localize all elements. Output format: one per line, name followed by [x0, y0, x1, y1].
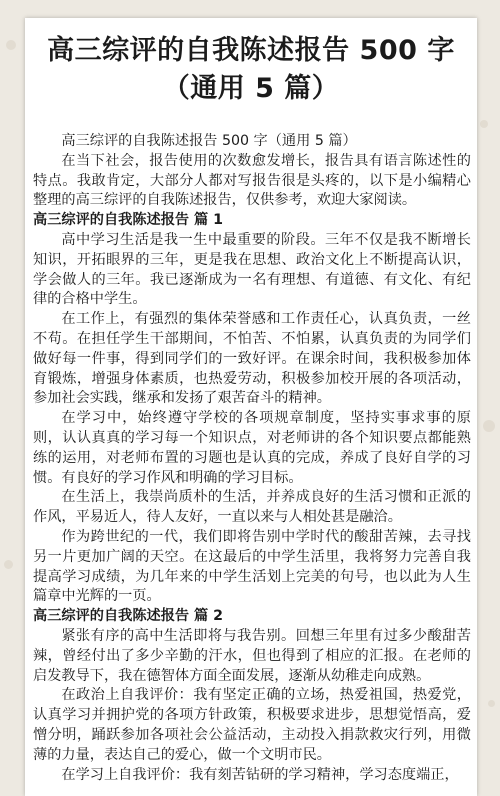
section-2-paragraph: 紧张有序的高中生活即将与我告别。回想三年里有过多少酸甜苦辣，曾经付出了多少辛勤的汗水，但也得到了相应的汇报。在老师的启发教导下，我在德智体方面全面发展，逐渐从幼稚走向成熟。 [33, 627, 471, 684]
section-heading-2: 高三综评的自我陈述报告 篇 2 [33, 608, 224, 625]
background-speck [483, 420, 495, 432]
section-2-paragraph: 在学习上自我评价：我有刻苦钻研的学习精神，学习态度端正， [61, 766, 459, 783]
background-speck [6, 40, 16, 50]
document-body [33, 132, 471, 785]
intro-line: 高三综评的自我陈述报告 500 字（通用 5 篇） [61, 133, 357, 149]
section-2-paragraph: 在政治上自我评价：我有坚定正确的立场，热爱祖国，热爱党，认真学习并拥护党的各项方针政策，积极要求进步，思想觉悟高，爱憎分明，踊跃参加各项社会公益活动，主动投入捐款救灾行列，用微薄的力量，表达自己的爱心，做一个文明市民。 [33, 687, 471, 763]
section-1-paragraph: 作为跨世纪的一代，我们即将告别中学时代的酸甜苦辣，去寻找另一片更加广阔的天空。在这最后的中学生活里，我将努力完善自我提高学习成绩，为几年来的中学生活划上完美的句号，也以此为人生篇章中光辉的一页。 [33, 528, 471, 605]
page-title: 高三综评的自我陈述报告 500 字（通用 5 篇） [47, 35, 455, 104]
section-heading-1: 高三综评的自我陈述报告 篇 1 [33, 212, 224, 229]
section-1-paragraph: 在学习中，始终遵守学校的各项规章制度，坚持实事求事的原则，认认真真的学习每一个知识点，对老师讲的各个知识要点都能熟练的运用，对老师布置的习题也是认真的完成，养成了良好自学的习惯。有良好的学习作风和明确的学习目标。 [33, 410, 471, 486]
intro-paragraph: 在当下社会，报告使用的次数愈发增长，报告具有语言陈述性的特点。我敢肯定，大部分人都对写报告很是头疼的，以下是小编精心整理的高三综评的自我陈述报告，仅供参考，欢迎大家阅读。 [33, 152, 471, 209]
document-page [25, 18, 477, 796]
section-1-paragraph: 高中学习生活是我一生中最重要的阶段。三年不仅是我不断增长知识，开拓眼界的三年，更是我在思想、政治文化上不断提高认识，学会做人的三年。我已逐渐成为一名有理想、有道德、有文化、有纪律的合格中学生。 [33, 231, 471, 308]
background-speck [488, 700, 495, 707]
background-speck [4, 560, 13, 569]
background-speck [480, 120, 488, 128]
section-1-paragraph: 在工作上，有强烈的集体荣誉感和工作责任心，认真负责，一丝不苟。在担任学生干部期间，不怕苦、不怕累，认真负责的为同学们做好每一件事，得到同学们的一致好评。在课余时间，我积极参加体育锻炼，增强身体素质，也热爱劳动，积极参加校开展的各项活动，参加社会实践，继承和发扬了艰苦奋斗的精神。 [33, 311, 471, 407]
section-1-paragraph: 在生活上，我崇尚质朴的生活，并养成良好的生活习惯和正派的作风，平易近人，待人友好，一直以来与人相处甚是融洽。 [33, 489, 471, 526]
